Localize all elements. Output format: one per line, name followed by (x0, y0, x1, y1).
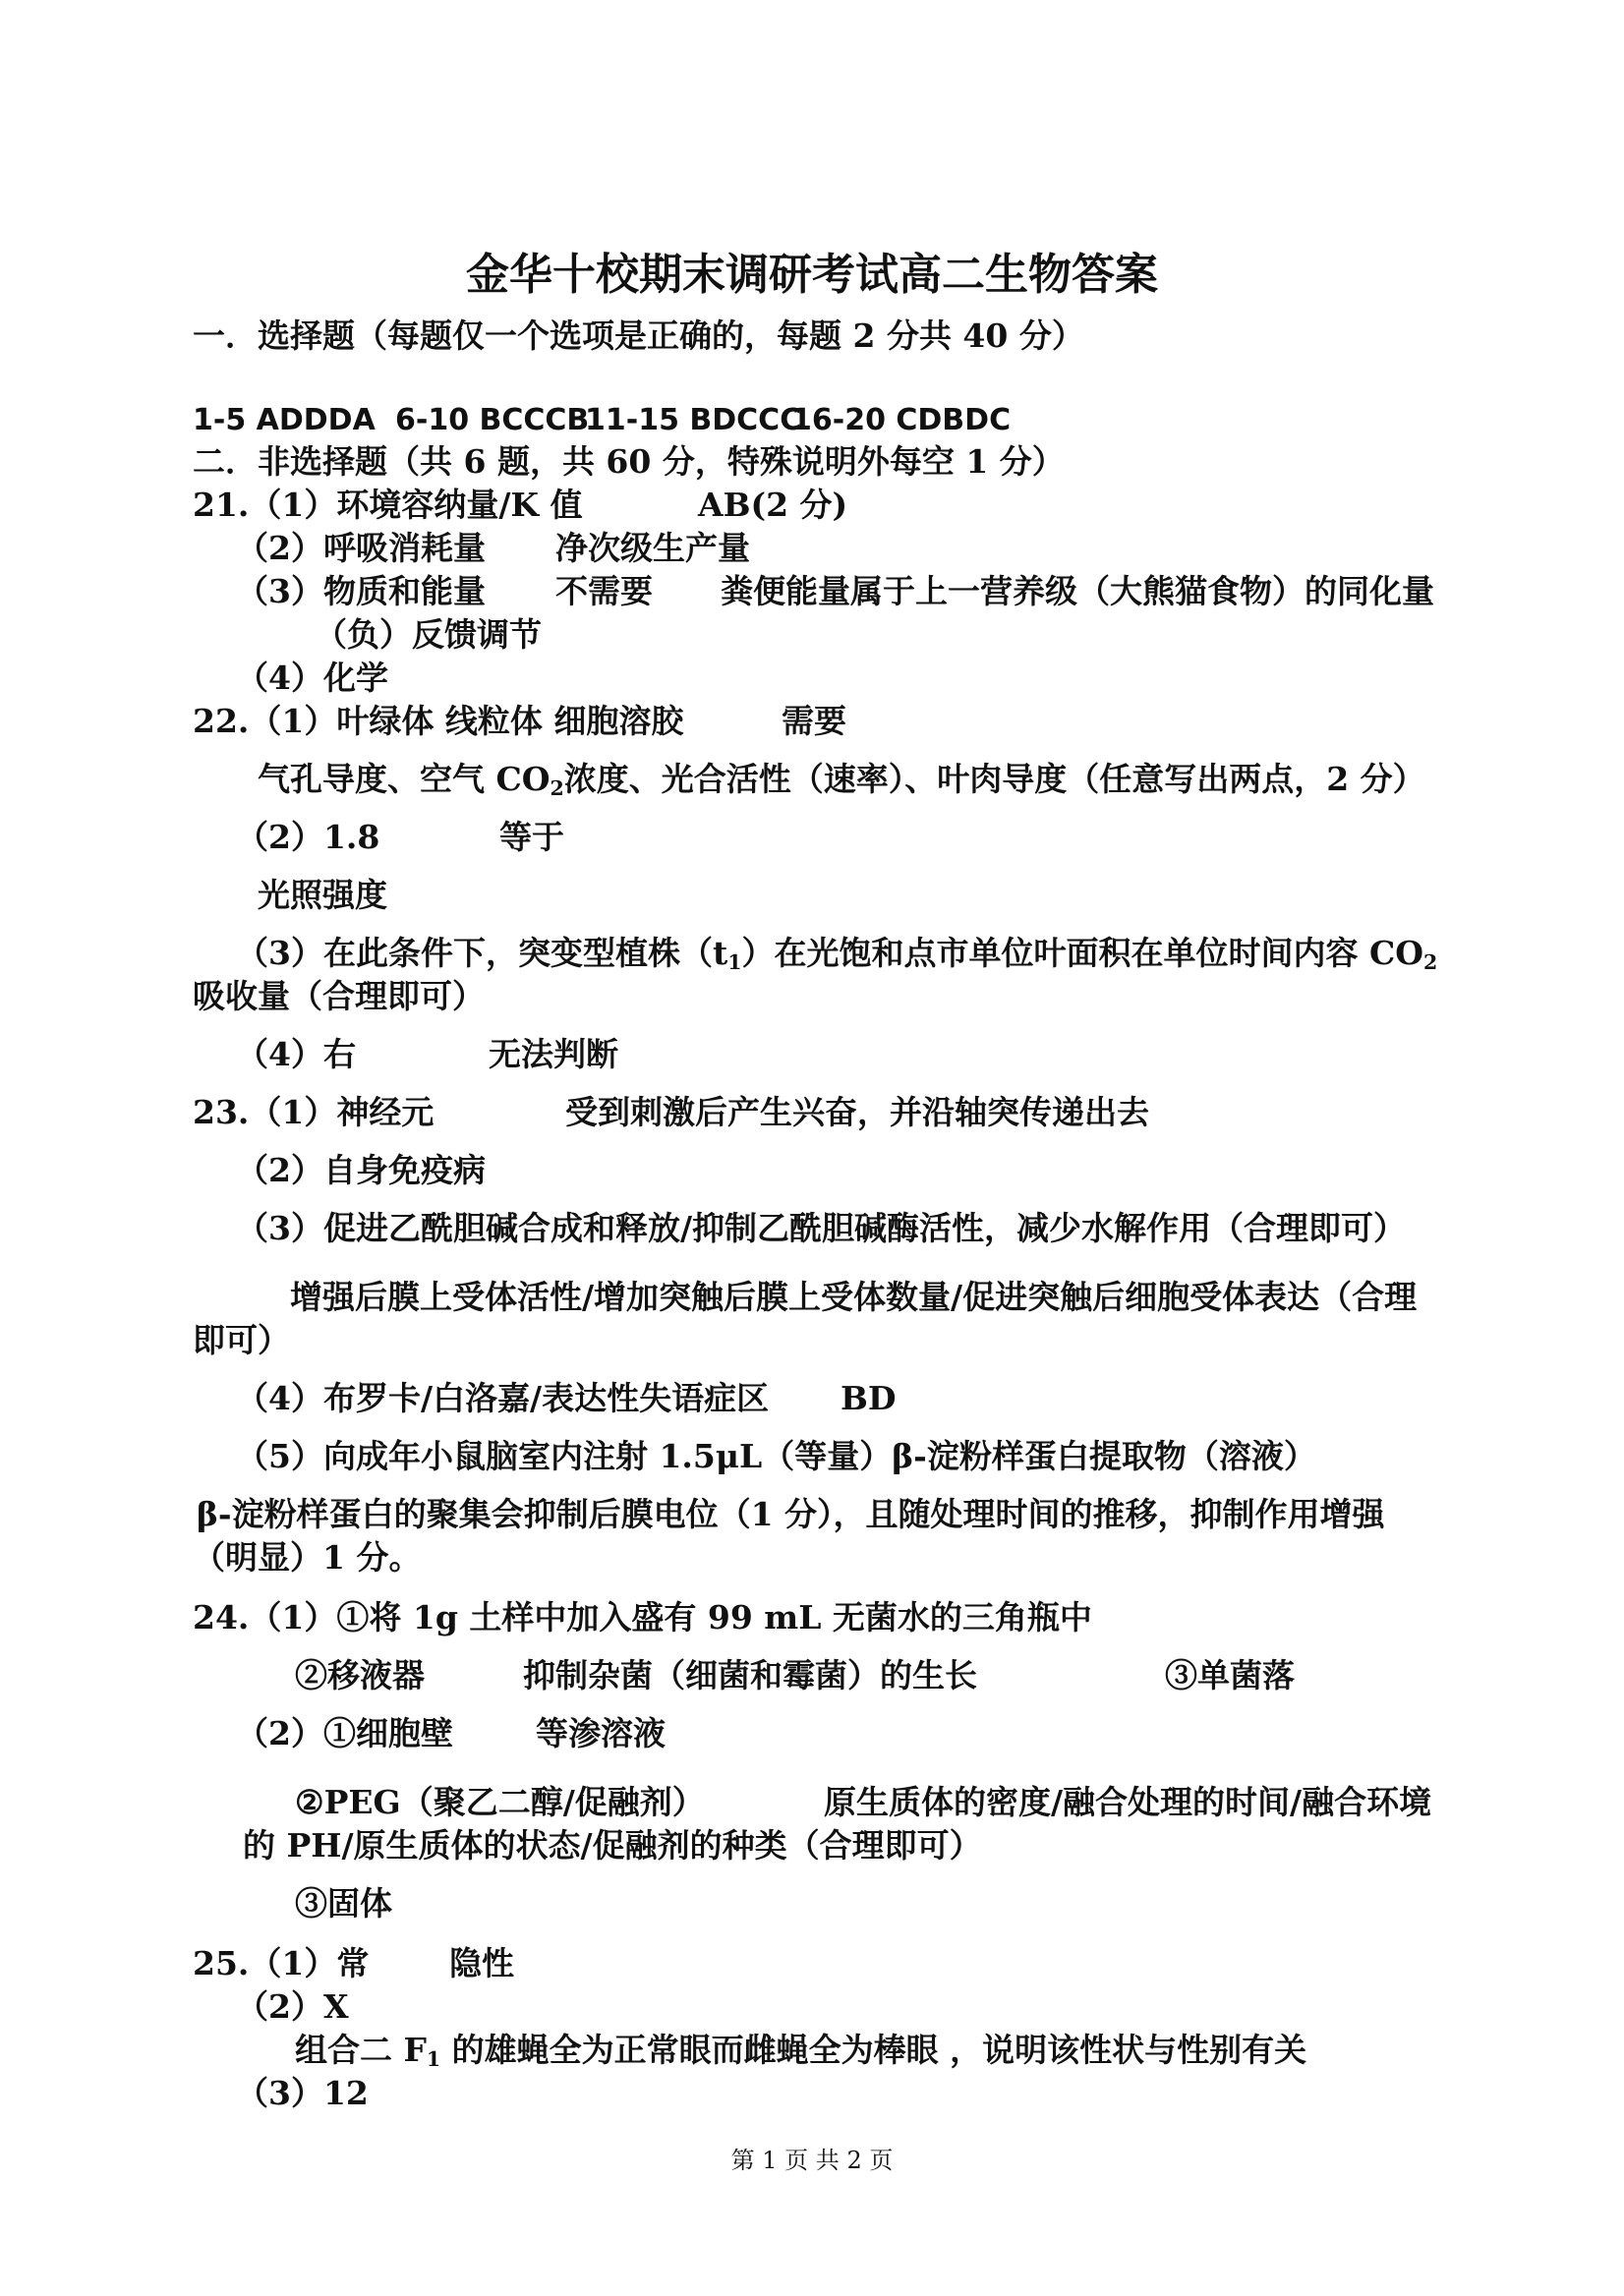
q23-part5-answer-b: β-淀粉样蛋白的聚集会抑制后膜电位（1 分），且随处理时间的推移，抑制作用增强 (197, 1495, 1385, 1533)
section2-heading: 二．非选择题（共 6 题，共 60 分，特殊说明外每空 1 分） (193, 442, 1065, 481)
q21-part2-answer-b: 净次级生产量 (555, 529, 750, 567)
q24-part1-answer-d: ③单菌落 (1165, 1656, 1295, 1694)
q21-part1-answer: 21.（1）环境容纳量/K 值 (193, 486, 583, 524)
q21-part1-choice: AB(2 分) (698, 486, 848, 524)
q23-part1-answer: 23.（1）神经元 (193, 1093, 435, 1131)
page-footer: 第 1 页 共 2 页 (730, 2147, 894, 2174)
q25-part1-answer-b: 隐性 (449, 1944, 514, 1982)
q25-part2-answer: （2）X (236, 1987, 349, 2026)
mc-answer-1-5: 1-5 ADDDA (193, 403, 376, 437)
q21-part4-answer: （4）化学 (236, 659, 388, 697)
q24-part1-answer-c: 抑制杂菌（细菌和霉菌）的生长 (523, 1656, 977, 1694)
section1-heading: 一．选择题（每题仅一个选项是正确的，每题 2 分共 40 分） (193, 316, 1084, 355)
q21-part3-answer-b: 不需要 (555, 572, 653, 610)
q23-part4-answer: （4）布罗卡/白洛嘉/表达性失语症区 (236, 1379, 770, 1417)
q24-part1-answer: 24.（1）①将 1g 土样中加入盛有 99 mL 无菌水的三角瓶中 (193, 1598, 1092, 1636)
q24-part2-answer-d: 原生质体的密度/融合处理的时间/融合环境 (824, 1783, 1432, 1821)
q23-part5-answer-c: （明显）1 分。 (193, 1538, 422, 1577)
q23-part5-answer: （5）向成年小鼠脑室内注射 1.5μL（等量）β-淀粉样蛋白提取物（溶液） (236, 1437, 1316, 1475)
q24-part2-answer-c: ②PEG（聚乙二醇/促融剂） (295, 1783, 705, 1821)
mc-answer-11-15: 11-15 BDCCC (585, 403, 802, 437)
q21-part3-answer-d: （负）反馈调节 (315, 615, 542, 654)
q22-part3-answer: （3）在此条件下，突变型植株$(t_1)$在光饱和点市单位叶面积在单位时间内容 $CO_2$ (236, 934, 1438, 975)
q22-part4-answer: （4）右 (236, 1035, 356, 1073)
q22-part2-answer-b: 等于 (499, 818, 564, 856)
q22-part2-answer: （2）1.8 (236, 818, 380, 856)
q21-part3-answer-c: 粪便能量属于上一营养级（大熊猫食物）的同化量 (721, 572, 1434, 610)
q23-part2-answer: （2）自身免疫病 (236, 1151, 486, 1189)
q22-part1-answer: 22.（1）叶绿体 线粒体 细胞溶胶 (193, 702, 684, 740)
mc-answer-16-20: 16-20 CDBDC (791, 403, 1012, 437)
q22-part1-answer-c: 气孔导度、空气 $CO_2$浓度、光合活性（速率）、叶肉导度（任意写出两点，2 分） (258, 760, 1425, 801)
q22-part4-answer-b: 无法判断 (489, 1035, 618, 1073)
q22-part3-answer-line2: 吸收量（合理即可） (193, 977, 485, 1015)
q24-part2-answer-e: 的 PH/原生质体的状态/促融剂的种类（合理即可） (243, 1826, 982, 1865)
document-title: 金华十校期末调研考试高二生物答案 (466, 250, 1158, 300)
q25-part3-answer: （3）12 (236, 2074, 369, 2112)
q24-part1-answer-b: ②移液器 (295, 1656, 425, 1694)
q23-part3-answer-b-line2: 即可） (193, 1321, 290, 1359)
q21-part2-answer: （2）呼吸消耗量 (236, 529, 486, 567)
q23-part3-answer-b: 增强后膜上受体活性/增加突触后膜上受体数量/促进突触后细胞受体表达（合理 (290, 1278, 1418, 1316)
q24-part2-answer-b: 等渗溶液 (536, 1714, 666, 1752)
q21-part3-answer: （3）物质和能量 (236, 572, 486, 610)
q23-part1-answer-b: 受到刺激后产生兴奋，并沿轴突传递出去 (565, 1093, 1149, 1131)
q23-part4-answer-b: BD (841, 1379, 897, 1417)
mc-answer-6-10: 6-10 BCCCB (395, 403, 590, 437)
q22-part1-answer-b: 需要 (782, 702, 846, 740)
q23-part3-answer: （3）促进乙酰胆碱合成和释放/抑制乙酰胆碱酶活性，减少水解作用（合理即可） (236, 1209, 1407, 1247)
q25-part2-answer-b: 组合二 $F_1$ 的雄蝇全为正常眼而雌蝇全为棒眼 ，说明该性状与性别有关 (295, 2031, 1307, 2072)
q24-part2-answer: （2）①细胞壁 (236, 1714, 453, 1752)
q22-part2-answer-c: 光照强度 (258, 876, 387, 914)
q25-part1-answer: 25.（1）常 (193, 1944, 370, 1982)
q24-part2-answer-f: ③固体 (295, 1884, 392, 1923)
